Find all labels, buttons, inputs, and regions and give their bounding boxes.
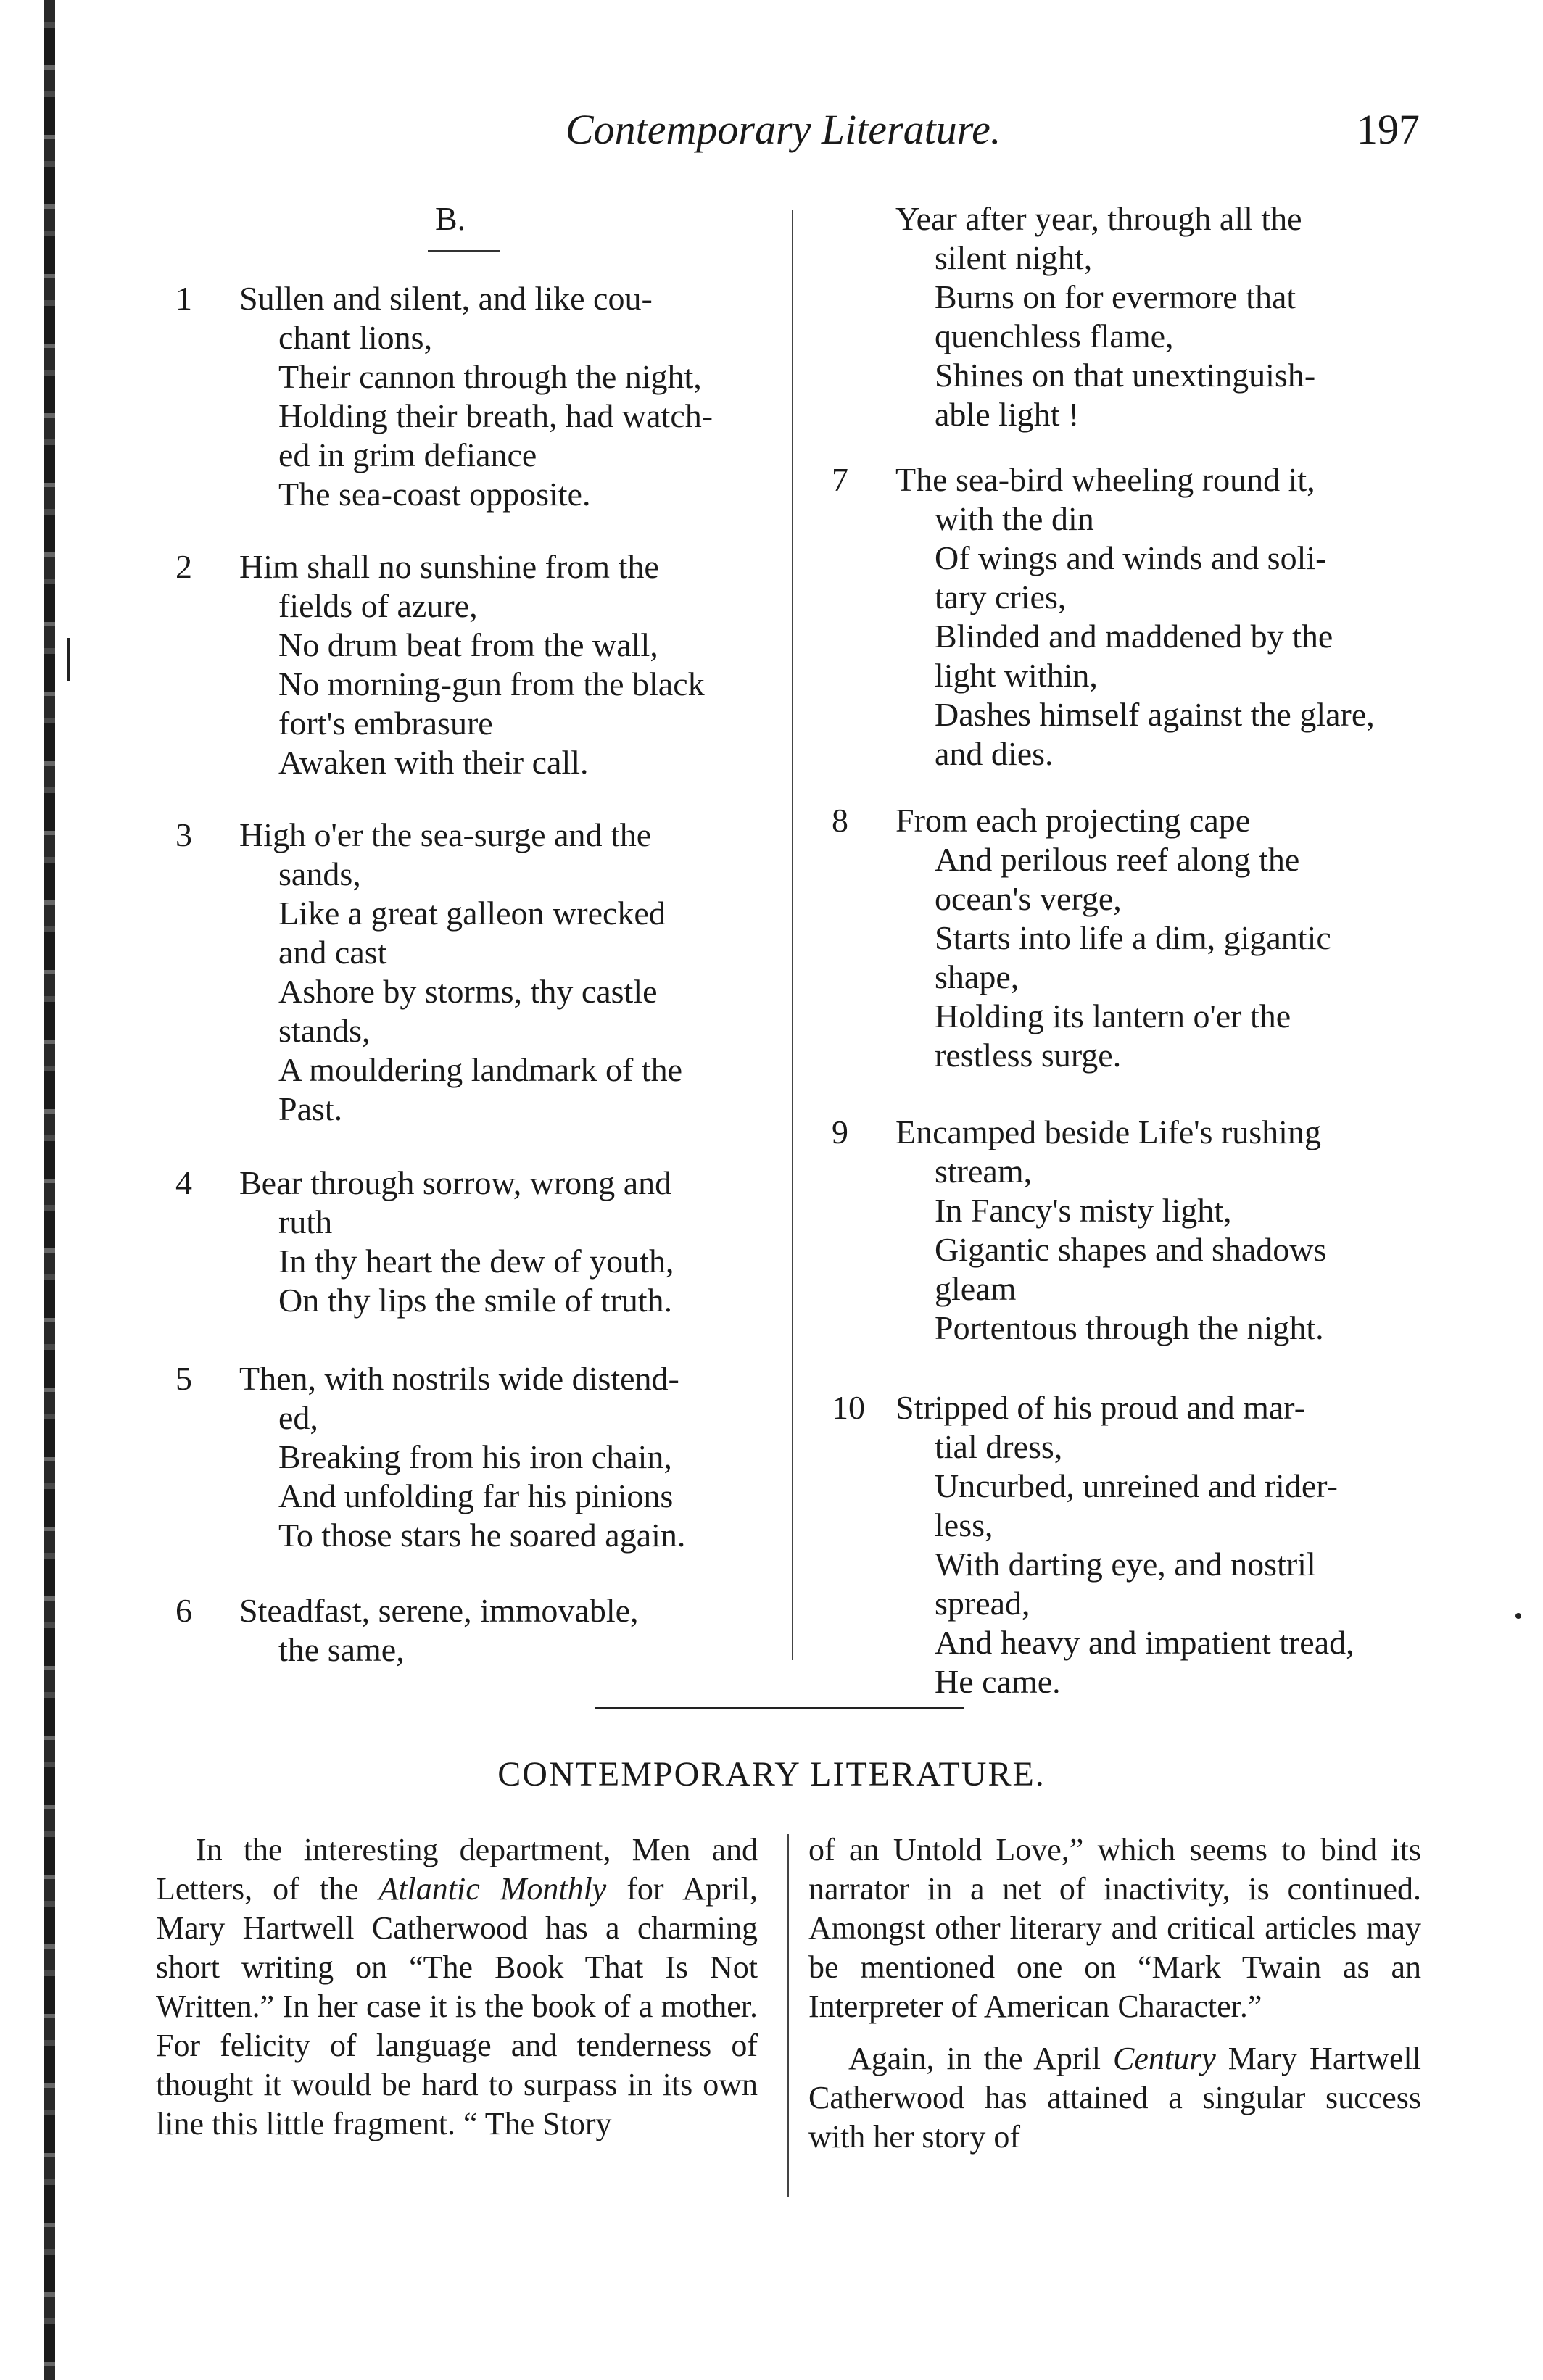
heading-dash (428, 250, 500, 252)
poem-line: Portentous through the night. (935, 1309, 1324, 1346)
poem-line: fields of azure, (278, 587, 478, 624)
poem-line: Blinded and maddened by the (935, 618, 1333, 655)
poem-line: The sea-coast opposite. (278, 476, 591, 513)
stanza (832, 801, 1447, 1075)
poem-line: tial dress, (935, 1428, 1063, 1465)
poem-line: able light ! (935, 396, 1080, 433)
poem-section-heading: B. (435, 200, 466, 237)
stanza-number: 10 (832, 1389, 865, 1426)
poem-line: Of wings and winds and soli- (935, 539, 1327, 576)
running-title: Contemporary Literature. (566, 106, 1001, 153)
poem-line: light within, (935, 657, 1098, 694)
poem-line: and dies. (935, 735, 1054, 772)
poem-line: Shines on that unextinguish- (935, 357, 1316, 394)
poem-line: Dashes himself against the glare, (935, 696, 1375, 733)
poem-line: Past. (278, 1090, 343, 1127)
stanza-number: 9 (832, 1114, 848, 1150)
poem-line: Holding its lantern o'er the (935, 998, 1291, 1034)
book-spine-edge (44, 0, 55, 2380)
stanza (175, 1359, 790, 1555)
poem-line: The sea-bird wheeling round it, (895, 461, 1315, 498)
poem-line: Him shall no sunshine from the (239, 548, 659, 585)
stanza-number: 5 (175, 1360, 192, 1397)
poem-line: and cast (278, 934, 387, 971)
poem-line: From each projecting cape (895, 802, 1251, 839)
spine-mark (67, 638, 70, 681)
poem-line: Year after year, through all the (895, 200, 1302, 237)
poem-line: And heavy and impatient tread, (935, 1624, 1354, 1661)
poem-line: chant lions, (278, 319, 433, 356)
stanza-number: 3 (175, 816, 192, 853)
stanza-number: 6 (175, 1592, 192, 1629)
poem-line: Their cannon through the night, (278, 358, 702, 395)
stanza-number: 7 (832, 461, 848, 498)
stanza (175, 816, 790, 1129)
poem-line: ruth (278, 1203, 333, 1240)
poem-line: And unfolding far his pinions (278, 1477, 674, 1514)
poem-line: A mouldering landmark of the (278, 1051, 682, 1088)
poem-line: Burns on for evermore that (935, 278, 1296, 315)
poem-line: He came. (935, 1663, 1061, 1700)
poem-line: Like a great galleon wrecked (278, 895, 666, 932)
poem-line: Steadfast, serene, immovable, (239, 1592, 639, 1629)
poem-line: ed in grim defiance (278, 436, 537, 473)
poem-line: quenchless flame, (935, 318, 1174, 354)
poem-line: tary cries, (935, 579, 1067, 615)
poem-line: Awaken with their call. (278, 744, 589, 781)
stanza-number: 1 (175, 280, 192, 317)
poem-line: ed, (278, 1399, 318, 1436)
poem-line: Uncurbed, unreined and rider- (935, 1467, 1338, 1504)
poem-line: ocean's verge, (935, 880, 1122, 917)
column-rule (792, 210, 793, 1660)
section-title: CONTEMPORARY LITERATURE. (497, 1755, 1046, 1794)
poem-line: And perilous reef along the (935, 841, 1300, 878)
poem-line: gleam (935, 1270, 1017, 1307)
poem-line: Gigantic shapes and shadows (935, 1231, 1327, 1268)
stanza (832, 1388, 1447, 1701)
article-right-column (808, 1830, 1421, 2157)
publication-title: Atlantic Monthly (378, 1871, 607, 1907)
poem-line: To those stars he soared again. (278, 1517, 686, 1554)
poem-line: the same, (278, 1631, 405, 1668)
stanza-number: 2 (175, 548, 192, 585)
article-paragraph-continued: of an Untold Love,” which seems to bind its narrator in a net of inactivity, is continued. Amongst other literary and critical articles may be mentioned one on “Mark Twain as an Interpreter of American Character.” (808, 1832, 1421, 2024)
poem-line: Encamped beside Life's rushing (895, 1114, 1321, 1150)
poem-line: stands, (278, 1012, 371, 1049)
poem-line: fort's embrasure (278, 705, 493, 742)
stray-mark (1515, 1613, 1521, 1619)
article-paragraph: In the interesting department, Men and Letters, of the Atlantic Monthly for April, Mary Hartwell Catherwood has a charming short writing on “The Book That Is Not Written.” In her case it is the book of a mother. For felicity of language and tenderness of thought it would be hard to surpass in its own line this little fragment. “ The Story (156, 1832, 758, 2141)
page-number: 197 (1357, 106, 1420, 153)
poem-line: On thy lips the smile of truth. (278, 1282, 673, 1319)
poem-line: In Fancy's misty light, (935, 1192, 1232, 1229)
stanza (832, 1113, 1447, 1348)
stanza (175, 279, 790, 514)
stanza (895, 199, 1447, 434)
stanza (175, 1591, 790, 1670)
poem-line: restless surge. (935, 1037, 1122, 1074)
poem-line: Holding their breath, had watch- (278, 397, 713, 434)
poem-line: Ashore by storms, thy castle (278, 973, 658, 1010)
poem-line: spread, (935, 1585, 1030, 1622)
article-paragraph: Again, in the April Century Mary Hartwell Catherwood has attained a singular success with her story of (808, 2041, 1421, 2155)
poem-line: In thy heart the dew of youth, (278, 1243, 674, 1280)
article-column-rule (787, 1834, 789, 2197)
stanza-number: 4 (175, 1164, 192, 1201)
stanza (175, 547, 790, 782)
poem-line: less, (935, 1506, 993, 1543)
poem-line: Stripped of his proud and mar- (895, 1389, 1306, 1426)
poem-line: stream, (935, 1153, 1033, 1190)
poem-line: with the din (935, 500, 1094, 537)
poem-line: silent night, (935, 239, 1093, 276)
poem-line: No morning-gun from the black (278, 666, 705, 702)
section-divider (595, 1707, 964, 1709)
poem-line: sands, (278, 855, 361, 892)
poem-line: Then, with nostrils wide distend- (239, 1360, 679, 1397)
poem-line: Starts into life a dim, gigantic (935, 919, 1331, 956)
poem-line: No drum beat from the wall, (278, 626, 658, 663)
poem-line: With darting eye, and nostril (935, 1546, 1316, 1583)
stanza-number: 8 (832, 802, 848, 839)
poem-line: Breaking from his iron chain, (278, 1438, 672, 1475)
poem-line: Bear through sorrow, wrong and (239, 1164, 672, 1201)
stanza (832, 460, 1447, 774)
publication-title: Century (1112, 2041, 1216, 2076)
poem-line: shape, (935, 958, 1019, 995)
poem-line: High o'er the sea-surge and the (239, 816, 652, 853)
stanza (175, 1164, 790, 1320)
article-left-column (156, 1830, 758, 2144)
poem-line: Sullen and silent, and like cou- (239, 280, 653, 317)
